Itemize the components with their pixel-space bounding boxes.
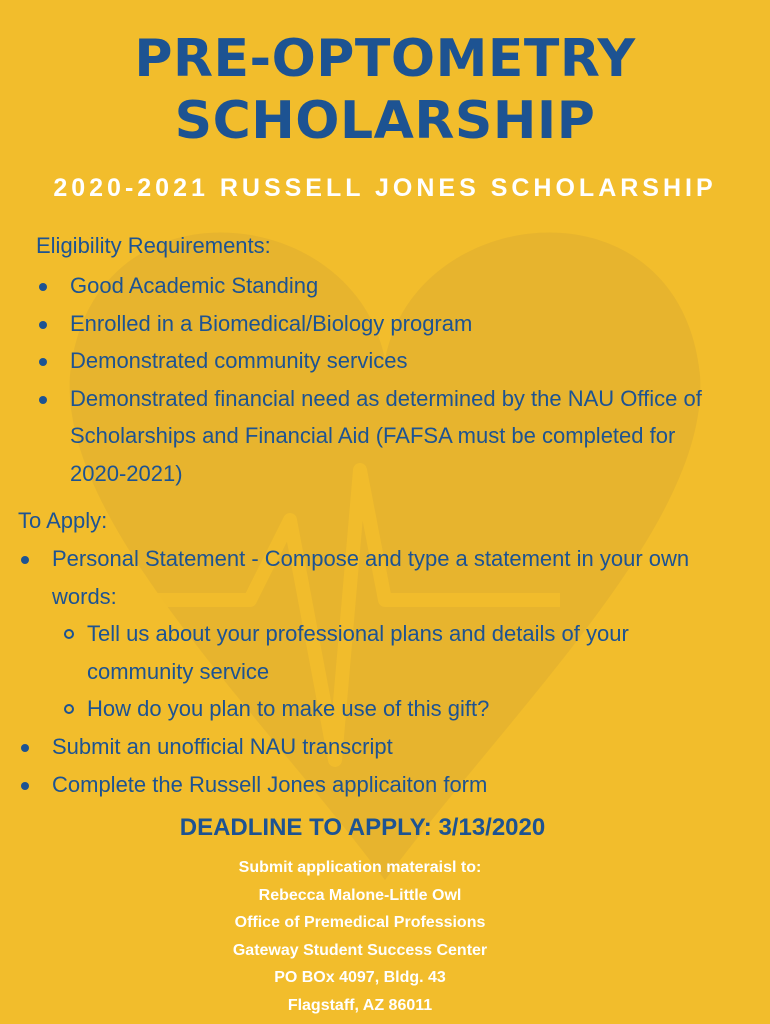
apply-list: [52, 540, 732, 615]
page-title-line2: SCHOLARSHIP: [174, 91, 596, 151]
page-title-line1: PRE-OPTOMETRY: [134, 29, 636, 89]
deadline-text: DEADLINE TO APPLY: 3/13/2020: [179, 814, 546, 841]
list-item: Demonstrated community services: [70, 342, 730, 380]
apply-list-continued: [52, 728, 732, 803]
list-item: Good Academic Standing: [70, 267, 730, 305]
submit-intro: Submit application materaisl to:: [238, 859, 482, 876]
page-subtitle: 2020-2021 RUSSELL JONES SCHOLARSHIP: [53, 174, 717, 202]
list-item: Complete the Russell Jones applicaiton form: [52, 766, 732, 804]
po-box: PO BOx 4097, Bldg. 43: [274, 969, 446, 986]
eligibility-heading: Eligibility Requirements:: [36, 233, 271, 258]
list-item: Submit an unofficial NAU transcript: [52, 728, 732, 766]
city-state-zip: Flagstaff, AZ 86011: [287, 996, 433, 1014]
eligibility-list: [70, 267, 730, 492]
contact-name: Rebecca Malone-Little Owl: [258, 886, 462, 904]
list-item: Enrolled in a Biomedical/Biology program: [70, 305, 730, 343]
apply-heading: To Apply:: [18, 508, 108, 533]
personal-statement-sublist: [87, 615, 727, 728]
submission-address: [0, 854, 720, 1019]
list-item: Personal Statement - Compose and type a statement in your own words:: [52, 540, 732, 615]
office-name: Office of Premedical Professions: [234, 914, 486, 931]
sub-list-item: Tell us about your professional plans and details of your community service: [87, 615, 727, 690]
list-item: Demonstrated financial need as determined by the NAU Office of Scholarships and Financial Aid (FAFSA must be completed for 2020-2021): [70, 380, 730, 493]
center-name: Gateway Student Success Center: [232, 941, 488, 959]
sub-list-item: How do you plan to make use of this gift?: [87, 690, 727, 728]
